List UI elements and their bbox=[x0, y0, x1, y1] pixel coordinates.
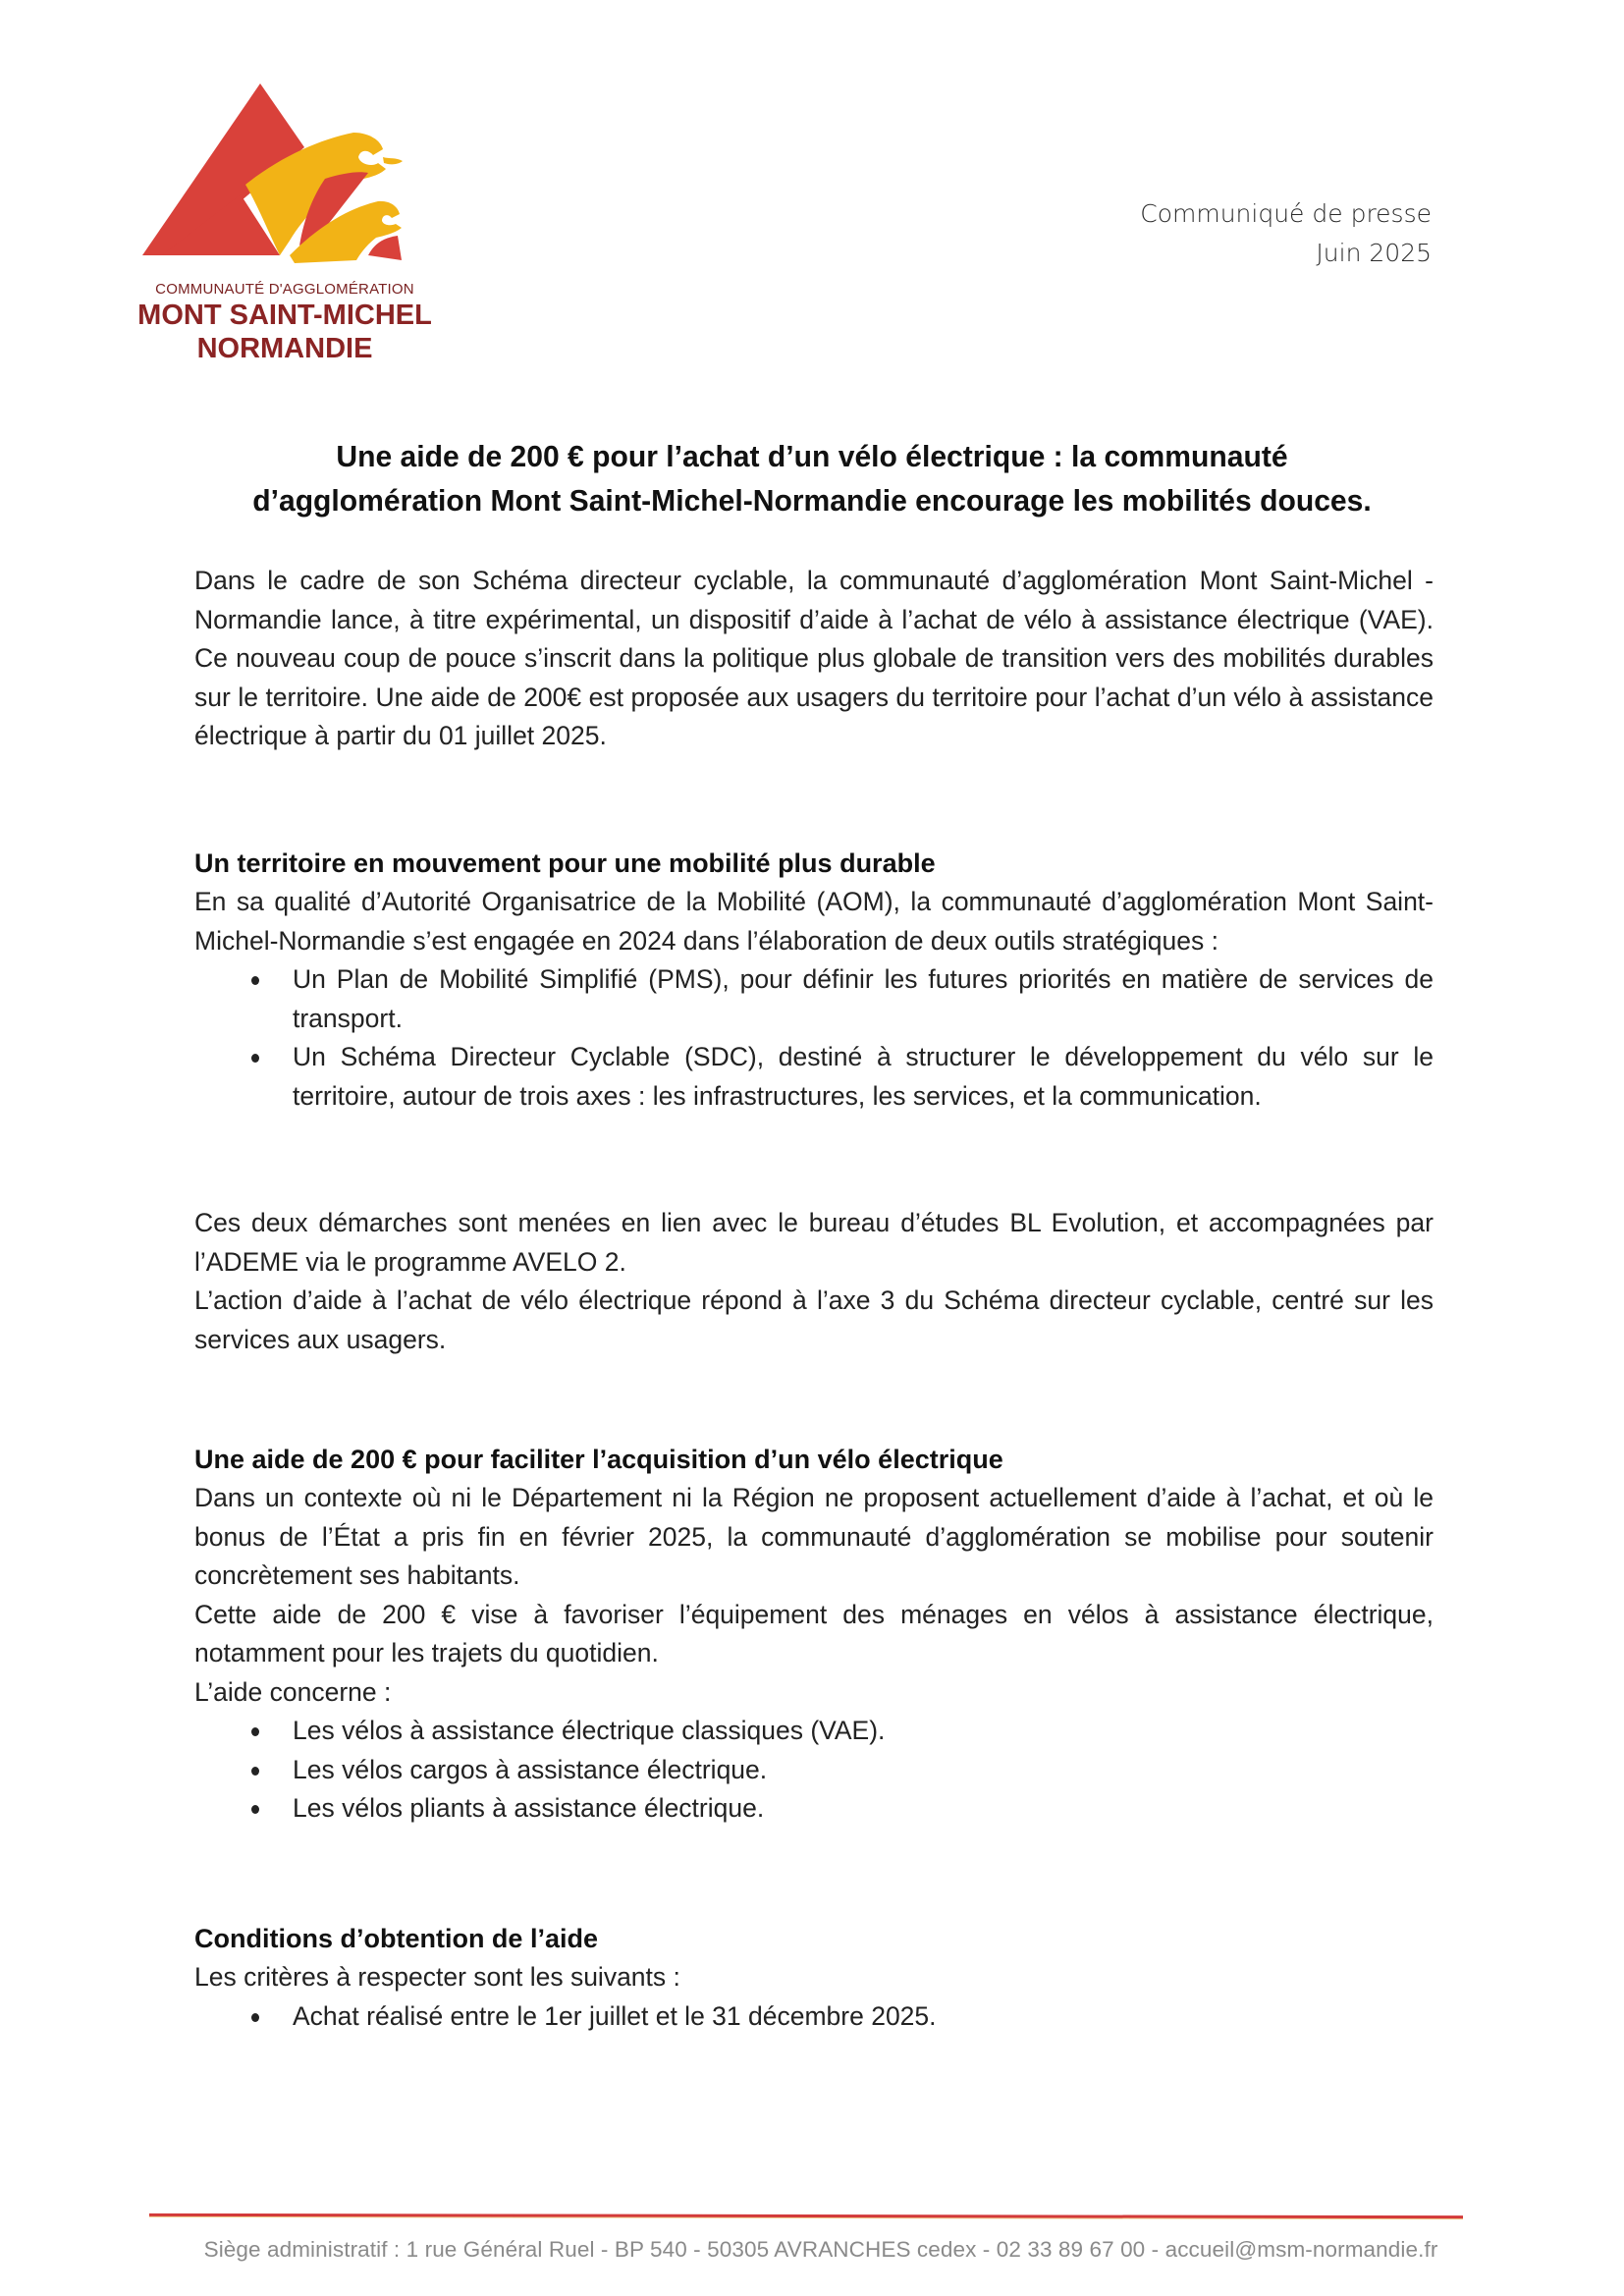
section3-heading: Conditions d’obtention de l’aide bbox=[194, 1924, 598, 1953]
bullet-icon bbox=[251, 1727, 259, 1736]
bullet-icon bbox=[251, 2013, 259, 2022]
list-item-text: Un Schéma Directeur Cyclable (SDC), destiné à structurer le développement du vélo sur le territoire, autour de trois axes : les infrastructures, les services, et la communication. bbox=[293, 1042, 1434, 1111]
logo-title-line2: NORMANDIE bbox=[196, 333, 373, 364]
section1-bullet-list bbox=[194, 960, 1434, 1116]
logo-subtitle: COMMUNAUTÉ D'AGGLOMÉRATION bbox=[155, 281, 414, 298]
section1-heading: Un territoire en mouvement pour une mobilité plus durable bbox=[194, 848, 936, 878]
logo-title bbox=[113, 299, 457, 365]
footer-divider bbox=[149, 2214, 1463, 2218]
list-item bbox=[194, 1789, 1434, 1829]
list-item-text: Achat réalisé entre le 1er juillet et le 31 décembre 2025. bbox=[293, 2000, 937, 2031]
footer-address: Siège administratif : 1 rue Général Ruel - BP 540 - 50305 AVRANCHES cedex - 02 33 89 67 00 - accueil@msm-normandie.fr bbox=[203, 2237, 1438, 2262]
bullet-icon bbox=[251, 1767, 259, 1776]
section2-heading: Une aide de 200 € pour faciliter l’acquisition d’un vélo électrique bbox=[194, 1445, 1003, 1474]
list-item-text: Les vélos pliants à assistance électrique. bbox=[293, 1793, 765, 1823]
list-item-text: Un Plan de Mobilité Simplifié (PMS), pour définir les futures priorités en matière de services de transport. bbox=[293, 964, 1434, 1033]
list-item bbox=[194, 960, 1434, 1038]
title-line-2: d’agglomération Mont Saint-Michel-Normandie encourage les mobilités douces. bbox=[252, 483, 1372, 518]
list-item bbox=[194, 1712, 1434, 1751]
section3-intro: Les critères à respecter sont les suivants : bbox=[194, 1962, 680, 1992]
bullet-icon bbox=[251, 1054, 259, 1063]
intro-text: Dans le cadre de son Schéma directeur cyclable, la communauté d’agglomération Mont Saint-Michel - Normandie lance, à titre expérimental, un dispositif d’aide à l’achat de vélo à assistance électrique (VAE). Ce nouveau coup de pouce s’inscrit dans la politique plus globale de transition vers des mobilités durables sur le territoire. Une aide de 200€ est proposée aux usagers du territoire pour l’achat d’un vélo à assistance électrique à partir du 01 juillet 2025. bbox=[194, 566, 1434, 750]
list-item bbox=[194, 1751, 1434, 1790]
section2-body bbox=[194, 1479, 1434, 1829]
intro-paragraph bbox=[194, 562, 1434, 756]
list-item bbox=[194, 1997, 1434, 2037]
press-header bbox=[1140, 194, 1432, 273]
document-type: Communiqué de presse bbox=[1140, 199, 1432, 228]
bullet-icon bbox=[251, 976, 259, 985]
document-date: Juin 2025 bbox=[1316, 239, 1432, 267]
list-item-text: Les vélos cargos à assistance électrique. bbox=[293, 1754, 768, 1784]
section2-para2: Cette aide de 200 € vise à favoriser l’équipement des ménages en vélos à assistance électrique, notamment pour les trajets du quotidien. bbox=[194, 1599, 1434, 1667]
section2-para3: L’aide concerne : bbox=[194, 1676, 392, 1707]
section3-bullet-list bbox=[194, 1997, 1434, 2037]
title-line-1: Une aide de 200 € pour l’achat d’un vélo électrique : la communauté bbox=[336, 439, 1288, 473]
section2-bullet-list bbox=[194, 1712, 1434, 1829]
section2-para1: Dans un contexte où ni le Département ni la Région ne proposent actuellement d’aide à l’achat, et où le bonus de l’État a pris fin en février 2025, la communauté d’agglomération se mobilise pour soutenir concrètement ses habitants. bbox=[194, 1483, 1434, 1590]
section1-followup bbox=[194, 1204, 1434, 1359]
list-item-text: Les vélos à assistance électrique classiques (VAE). bbox=[293, 1716, 886, 1745]
section1-body bbox=[194, 883, 1434, 1116]
logo-mark-icon bbox=[133, 79, 437, 275]
bullet-icon bbox=[251, 1805, 259, 1814]
section3-body bbox=[194, 1958, 1434, 2036]
organization-logo bbox=[133, 79, 437, 373]
section1-intro: En sa qualité d’Autorité Organisatrice de la Mobilité (AOM), la communauté d’agglomération Mont Saint-Michel-Normandie s’est engagée en 2024 dans l’élaboration de deux outils stratégiques : bbox=[194, 887, 1434, 956]
section1-para3: L’action d’aide à l’achat de vélo électrique répond à l’axe 3 du Schéma directeur cyclable, centré sur les services aux usagers. bbox=[194, 1285, 1434, 1354]
section1-para2: Ces deux démarches sont menées en lien avec le bureau d’études BL Evolution, et accompagnées par l’ADEME via le programme AVELO 2. bbox=[194, 1208, 1434, 1277]
logo-title-line1: MONT SAINT-MICHEL bbox=[137, 300, 432, 331]
page-title bbox=[167, 434, 1456, 522]
list-item bbox=[194, 1038, 1434, 1116]
